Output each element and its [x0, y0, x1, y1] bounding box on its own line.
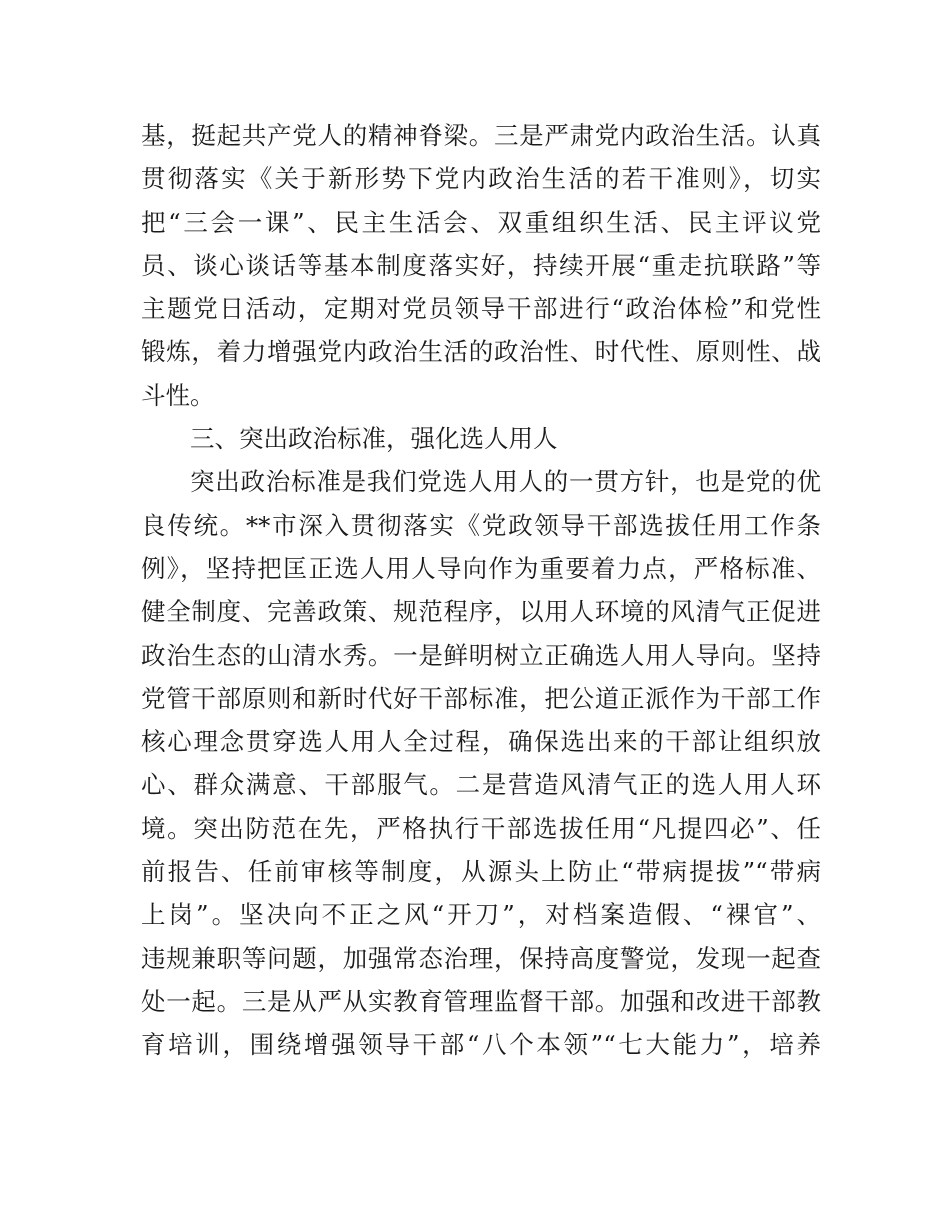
text-line: 前报告、任前审核等制度，从源头上防止“带病提拔”“带病: [141, 857, 821, 887]
text-line: 党管干部原则和新时代好干部标准，把公道正派作为干部工作: [141, 683, 821, 713]
section-heading: 三、突出政治标准，强化选人用人: [190, 424, 558, 454]
text-line: 良传统。**市深入贯彻落实《党政领导干部选拔任用工作条: [141, 510, 821, 540]
text-line: 主题党日活动，定期对党员领导干部进行“政治体检”和党性: [141, 294, 821, 324]
text-line: 上岗”。坚决向不正之风“开刀”，对档案造假、“裸官”、: [141, 900, 821, 930]
text-line: 育培训，围绕增强领导干部“八个本领”“七大能力”，培养: [141, 1030, 821, 1060]
text-line: 锻炼，着力增强党内政治生活的政治性、时代性、原则性、战: [141, 337, 821, 367]
text-line: 突出政治标准是我们党选人用人的一贯方针，也是党的优: [190, 467, 821, 497]
text-line: 境。突出防范在先，严格执行干部选拔任用“凡提四必”、任: [141, 813, 821, 843]
text-line: 贯彻落实《关于新形势下党内政治生活的若干准则》，切实: [141, 164, 821, 194]
text-line: 政治生态的山清水秀。一是鲜明树立正确选人用人导向。坚持: [141, 640, 821, 670]
text-line: 处一起。三是从严从实教育管理监督干部。加强和改进干部教: [141, 986, 821, 1016]
text-line: 员、谈心谈话等基本制度落实好，持续开展“重走抗联路”等: [141, 250, 821, 280]
document-body: [141, 114, 821, 1067]
text-line: 违规兼职等问题，加强常态治理，保持高度警觉，发现一起查: [141, 943, 821, 973]
text-line: 例》，坚持把匡正选人用人导向作为重要着力点，严格标准、: [141, 553, 821, 583]
text-line: 把“三会一课”、民主生活会、双重组织生活、民主评议党: [141, 207, 821, 237]
text-line: 核心理念贯穿选人用人全过程，确保选出来的干部让组织放: [141, 727, 821, 757]
text-line: 斗性。: [141, 380, 215, 410]
text-line: 健全制度、完善政策、规范程序，以用人环境的风清气正促进: [141, 597, 821, 627]
text-line: 基，挺起共产党人的精神脊梁。三是严肃党内政治生活。认真: [141, 121, 821, 150]
text-line: 心、群众满意、干部服气。二是营造风清气正的选人用人环: [141, 770, 821, 800]
